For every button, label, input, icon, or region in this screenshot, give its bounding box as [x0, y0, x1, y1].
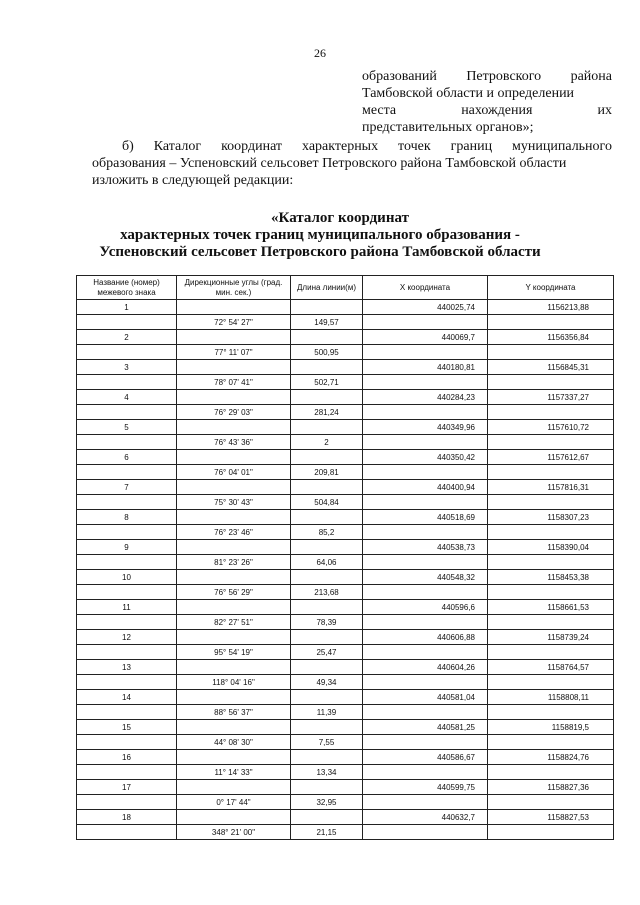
line-length-cell [291, 300, 363, 315]
line-length-cell [291, 600, 363, 615]
direction-angle-cell [177, 810, 291, 825]
point-name-cell: 15 [77, 720, 177, 735]
point-name-cell: 2 [77, 330, 177, 345]
continuation-line-4: представительных органов»; [362, 120, 534, 135]
direction-angle-cell [177, 390, 291, 405]
table-row [77, 600, 614, 615]
x-coordinate-cell [363, 555, 488, 570]
x-coordinate-cell [363, 525, 488, 540]
table-row [77, 420, 614, 435]
point-name-cell [77, 315, 177, 330]
line-length-cell [291, 540, 363, 555]
direction-angle-cell: 76° 23' 46" [177, 525, 291, 540]
direction-angle-cell: 76° 29' 03" [177, 405, 291, 420]
paragraph-line-2: образования – Успеновский сельсовет Петровского района Тамбовской области [92, 156, 567, 171]
direction-angle-cell [177, 300, 291, 315]
point-name-cell [77, 615, 177, 630]
line-length-cell: 2 [291, 435, 363, 450]
line-length-cell [291, 420, 363, 435]
y-coordinate-cell [488, 495, 614, 510]
table-row [77, 480, 614, 495]
point-name-cell: 9 [77, 540, 177, 555]
x-coordinate-cell: 440604,26 [363, 660, 488, 675]
word: нахождения [461, 103, 533, 118]
table-row [77, 525, 614, 540]
x-coordinate-cell [363, 615, 488, 630]
line-length-cell: 64,06 [291, 555, 363, 570]
line-length-cell [291, 480, 363, 495]
point-name-cell: 10 [77, 570, 177, 585]
y-coordinate-cell: 1156845,31 [488, 360, 614, 375]
direction-angle-cell [177, 570, 291, 585]
line-length-cell: 209,81 [291, 465, 363, 480]
table-row [77, 360, 614, 375]
point-name-cell [77, 375, 177, 390]
point-name-cell: 14 [77, 690, 177, 705]
line-length-cell: 78,39 [291, 615, 363, 630]
direction-angle-cell: 76° 56' 29" [177, 585, 291, 600]
table-row [77, 405, 614, 420]
line-length-cell [291, 390, 363, 405]
table-row [77, 660, 614, 675]
line-length-cell: 85,2 [291, 525, 363, 540]
point-name-cell: 17 [77, 780, 177, 795]
y-coordinate-cell: 1158808,11 [488, 690, 614, 705]
direction-angle-cell: 118° 04' 16" [177, 675, 291, 690]
word: характерных [302, 139, 379, 154]
table-row [77, 315, 614, 330]
direction-angle-cell [177, 480, 291, 495]
direction-angle-cell: 75° 30' 43" [177, 495, 291, 510]
line-length-cell [291, 660, 363, 675]
table-row [77, 780, 614, 795]
page-number: 26 [314, 46, 326, 60]
continuation-line-2: Тамбовской области и определении [362, 86, 575, 101]
point-name-cell: 11 [77, 600, 177, 615]
line-length-cell: 502,71 [291, 375, 363, 390]
table-row [77, 345, 614, 360]
direction-angle-cell [177, 450, 291, 465]
table-row [77, 495, 614, 510]
title-line-3: Успеновский сельсовет Петровского района Тамбовской области [99, 244, 541, 260]
point-name-cell: 1 [77, 300, 177, 315]
line-length-cell [291, 780, 363, 795]
header-line-length: Длина линии(м) [291, 276, 363, 300]
direction-angle-cell [177, 630, 291, 645]
point-name-cell: 5 [77, 420, 177, 435]
direction-angle-cell: 76° 04' 01" [177, 465, 291, 480]
table-row [77, 750, 614, 765]
direction-angle-cell [177, 780, 291, 795]
line-length-cell [291, 450, 363, 465]
x-coordinate-cell: 440025,74 [363, 300, 488, 315]
word: б) [122, 139, 134, 154]
line-length-cell: 213,68 [291, 585, 363, 600]
y-coordinate-cell [488, 705, 614, 720]
x-coordinate-cell [363, 405, 488, 420]
point-name-cell [77, 435, 177, 450]
catalog-title [0, 210, 640, 261]
point-name-cell: 7 [77, 480, 177, 495]
point-name-cell: 13 [77, 660, 177, 675]
table-row [77, 555, 614, 570]
line-length-cell [291, 810, 363, 825]
table-row [77, 615, 614, 630]
y-coordinate-cell [488, 465, 614, 480]
y-coordinate-cell [488, 555, 614, 570]
y-coordinate-cell [488, 405, 614, 420]
direction-angle-cell: 81° 23' 26" [177, 555, 291, 570]
direction-angle-cell: 82° 27' 51" [177, 615, 291, 630]
table-row [77, 630, 614, 645]
y-coordinate-cell [488, 735, 614, 750]
y-coordinate-cell [488, 435, 614, 450]
table-row [77, 450, 614, 465]
continuation-line-1 [362, 68, 612, 85]
x-coordinate-cell: 440606,88 [363, 630, 488, 645]
table-row [77, 720, 614, 735]
line-length-cell: 504,84 [291, 495, 363, 510]
header-y-coordinate: Y координата [488, 276, 614, 300]
table-body [77, 300, 614, 840]
x-coordinate-cell [363, 825, 488, 840]
y-coordinate-cell: 1157610,72 [488, 420, 614, 435]
point-name-cell: 18 [77, 810, 177, 825]
x-coordinate-cell [363, 705, 488, 720]
table-row [77, 435, 614, 450]
x-coordinate-cell: 440350,42 [363, 450, 488, 465]
table-row [77, 675, 614, 690]
x-coordinate-cell [363, 675, 488, 690]
y-coordinate-cell: 1158307,23 [488, 510, 614, 525]
table-row [77, 795, 614, 810]
x-coordinate-cell [363, 495, 488, 510]
line-length-cell: 25,47 [291, 645, 363, 660]
x-coordinate-cell: 440581,25 [363, 720, 488, 735]
word: точек [398, 139, 431, 154]
direction-angle-cell: 11° 14' 33" [177, 765, 291, 780]
point-name-cell: 6 [77, 450, 177, 465]
direction-angle-cell: 78° 07' 41" [177, 375, 291, 390]
line-length-cell: 281,24 [291, 405, 363, 420]
x-coordinate-cell [363, 795, 488, 810]
point-name-cell: 4 [77, 390, 177, 405]
point-name-cell [77, 705, 177, 720]
table-row [77, 690, 614, 705]
line-length-cell [291, 510, 363, 525]
table-row [77, 810, 614, 825]
point-name-cell [77, 675, 177, 690]
direction-angle-cell: 72° 54' 27" [177, 315, 291, 330]
y-coordinate-cell: 1158827,53 [488, 810, 614, 825]
x-coordinate-cell: 440538,73 [363, 540, 488, 555]
direction-angle-cell [177, 330, 291, 345]
word: границ [450, 139, 493, 154]
word: Петровского [466, 69, 542, 84]
direction-angle-cell: 0° 17' 44" [177, 795, 291, 810]
y-coordinate-cell [488, 795, 614, 810]
y-coordinate-cell [488, 825, 614, 840]
word: координат [221, 139, 283, 154]
point-name-cell [77, 405, 177, 420]
x-coordinate-cell: 440069,7 [363, 330, 488, 345]
title-line-1: «Каталог координат [271, 210, 409, 226]
line-length-cell: 11,39 [291, 705, 363, 720]
continuation-line-3 [362, 102, 612, 119]
table-row [77, 330, 614, 345]
direction-angle-cell [177, 510, 291, 525]
direction-angle-cell: 348° 21' 00" [177, 825, 291, 840]
x-coordinate-cell: 440632,7 [363, 810, 488, 825]
direction-angle-cell: 95° 54' 19" [177, 645, 291, 660]
table-row [77, 570, 614, 585]
y-coordinate-cell: 1158739,24 [488, 630, 614, 645]
y-coordinate-cell: 1158453,38 [488, 570, 614, 585]
point-name-cell [77, 645, 177, 660]
y-coordinate-cell: 1158819,5 [488, 720, 614, 735]
header-direction-angle: Дирекционные углы (град. мин. сек.) [177, 276, 291, 300]
direction-angle-cell [177, 540, 291, 555]
table-row [77, 585, 614, 600]
x-coordinate-cell: 440180,81 [363, 360, 488, 375]
y-coordinate-cell [488, 645, 614, 660]
line-length-cell: 21,15 [291, 825, 363, 840]
line-length-cell: 500,95 [291, 345, 363, 360]
x-coordinate-cell [363, 585, 488, 600]
x-coordinate-cell [363, 765, 488, 780]
x-coordinate-cell: 440518,69 [363, 510, 488, 525]
y-coordinate-cell: 1156356,84 [488, 330, 614, 345]
table-row [77, 390, 614, 405]
y-coordinate-cell [488, 615, 614, 630]
y-coordinate-cell: 1157816,31 [488, 480, 614, 495]
y-coordinate-cell [488, 315, 614, 330]
table-row [77, 465, 614, 480]
x-coordinate-cell [363, 465, 488, 480]
y-coordinate-cell: 1158661,53 [488, 600, 614, 615]
line-length-cell [291, 720, 363, 735]
x-coordinate-cell [363, 375, 488, 390]
y-coordinate-cell [488, 375, 614, 390]
y-coordinate-cell: 1158824,76 [488, 750, 614, 765]
y-coordinate-cell [488, 765, 614, 780]
continuation-text [362, 68, 612, 136]
point-name-cell: 3 [77, 360, 177, 375]
line-length-cell [291, 690, 363, 705]
direction-angle-cell [177, 750, 291, 765]
direction-angle-cell [177, 690, 291, 705]
line-length-cell: 32,95 [291, 795, 363, 810]
y-coordinate-cell [488, 525, 614, 540]
y-coordinate-cell [488, 675, 614, 690]
x-coordinate-cell: 440284,23 [363, 390, 488, 405]
table-row [77, 300, 614, 315]
point-name-cell [77, 525, 177, 540]
line-length-cell [291, 750, 363, 765]
direction-angle-cell: 88° 56' 37" [177, 705, 291, 720]
word: их [597, 103, 612, 118]
line-length-cell: 149,57 [291, 315, 363, 330]
coordinates-table [76, 275, 614, 840]
x-coordinate-cell: 440349,96 [363, 420, 488, 435]
line-length-cell: 49,34 [291, 675, 363, 690]
table-row [77, 825, 614, 840]
point-name-cell: 16 [77, 750, 177, 765]
point-name-cell [77, 495, 177, 510]
direction-angle-cell: 44° 08' 30" [177, 735, 291, 750]
y-coordinate-cell: 1158390,04 [488, 540, 614, 555]
table-row [77, 375, 614, 390]
body-paragraph [92, 138, 612, 189]
direction-angle-cell [177, 420, 291, 435]
line-length-cell [291, 630, 363, 645]
x-coordinate-cell [363, 345, 488, 360]
word: образований [362, 69, 437, 84]
line-length-cell: 13,34 [291, 765, 363, 780]
y-coordinate-cell: 1158764,57 [488, 660, 614, 675]
point-name-cell [77, 555, 177, 570]
point-name-cell [77, 345, 177, 360]
word: района [570, 69, 612, 84]
x-coordinate-cell [363, 435, 488, 450]
table-row [77, 705, 614, 720]
direction-angle-cell: 76° 43' 36" [177, 435, 291, 450]
table-row [77, 735, 614, 750]
x-coordinate-cell [363, 735, 488, 750]
word: муниципального [512, 139, 612, 154]
point-name-cell [77, 735, 177, 750]
line-length-cell [291, 360, 363, 375]
direction-angle-cell: 77° 11' 07" [177, 345, 291, 360]
y-coordinate-cell: 1156213,88 [488, 300, 614, 315]
direction-angle-cell [177, 360, 291, 375]
table-row [77, 765, 614, 780]
table-row [77, 645, 614, 660]
point-name-cell [77, 465, 177, 480]
point-name-cell [77, 765, 177, 780]
y-coordinate-cell [488, 345, 614, 360]
direction-angle-cell [177, 600, 291, 615]
x-coordinate-cell [363, 645, 488, 660]
point-name-cell: 8 [77, 510, 177, 525]
coordinates-table-container [76, 275, 613, 840]
x-coordinate-cell: 440586,67 [363, 750, 488, 765]
y-coordinate-cell: 1157337,27 [488, 390, 614, 405]
point-name-cell: 12 [77, 630, 177, 645]
point-name-cell [77, 825, 177, 840]
direction-angle-cell [177, 660, 291, 675]
direction-angle-cell [177, 720, 291, 735]
paragraph-line-1 [92, 138, 612, 155]
header-point-name: Название (номер) межевого знака [77, 276, 177, 300]
table-header-row [77, 276, 614, 300]
line-length-cell [291, 330, 363, 345]
y-coordinate-cell: 1157612,67 [488, 450, 614, 465]
point-name-cell [77, 585, 177, 600]
word: места [362, 103, 397, 118]
paragraph-line-3: изложить в следующей редакции: [92, 173, 294, 188]
x-coordinate-cell: 440400,94 [363, 480, 488, 495]
title-line-2: характерных точек границ муниципального образования - [120, 227, 520, 243]
line-length-cell [291, 570, 363, 585]
word: Каталог [153, 139, 202, 154]
y-coordinate-cell: 1158827,36 [488, 780, 614, 795]
point-name-cell [77, 795, 177, 810]
line-length-cell: 7,55 [291, 735, 363, 750]
x-coordinate-cell: 440599,75 [363, 780, 488, 795]
y-coordinate-cell [488, 585, 614, 600]
table-row [77, 540, 614, 555]
table-row [77, 510, 614, 525]
x-coordinate-cell: 440596,6 [363, 600, 488, 615]
header-x-coordinate: X координата [363, 276, 488, 300]
x-coordinate-cell: 440548,32 [363, 570, 488, 585]
x-coordinate-cell: 440581,04 [363, 690, 488, 705]
x-coordinate-cell [363, 315, 488, 330]
